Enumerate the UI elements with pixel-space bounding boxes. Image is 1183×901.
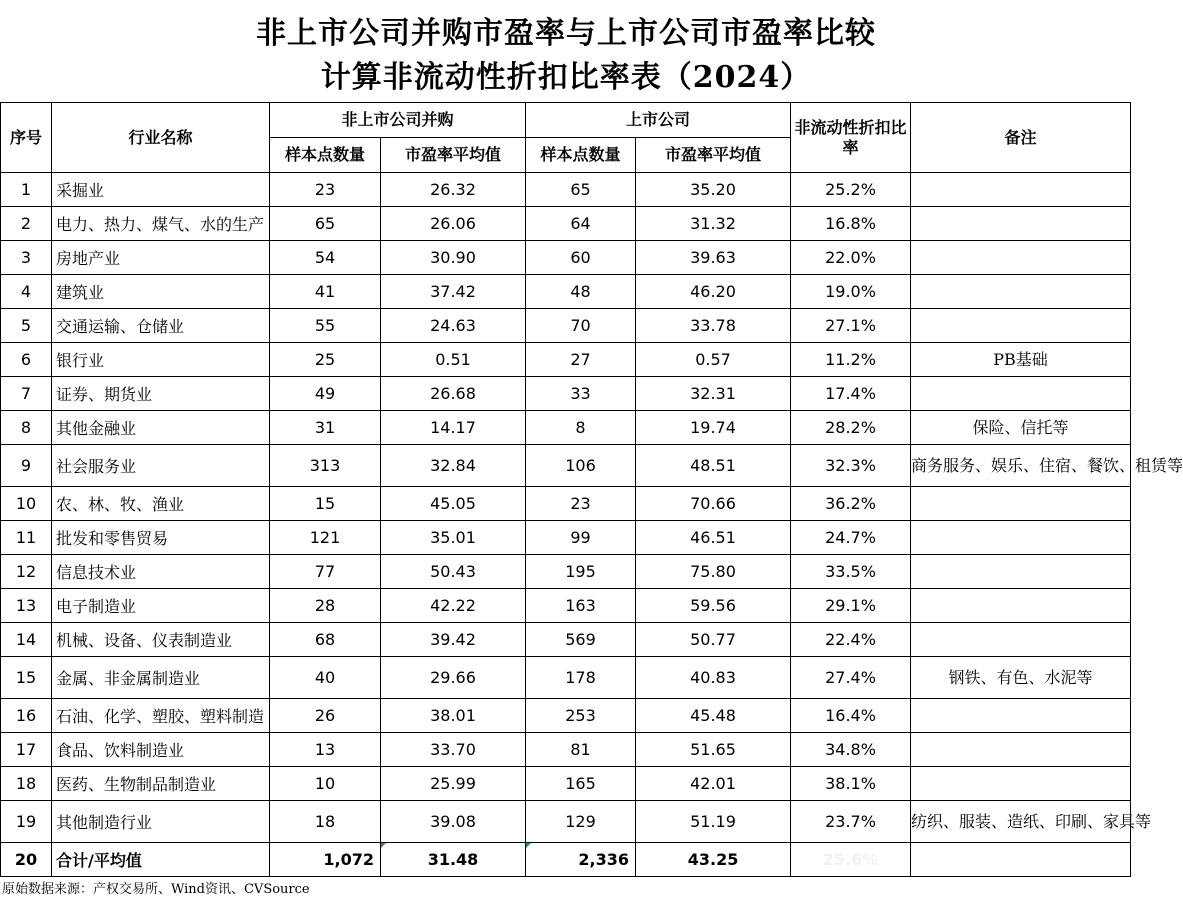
total-index: 20 [1,843,52,877]
industry-name: 其他制造行业 [52,801,270,843]
discount-rate: 34.8% [791,733,911,767]
remark: 钢铁、有色、水泥等 [911,657,1131,699]
unlisted-sample-count: 41 [270,275,381,309]
discount-rate: 27.4% [791,657,911,699]
row-index: 11 [1,521,52,555]
industry-name: 电子制造业 [52,589,270,623]
total-label: 合计/平均值 [52,843,270,877]
row-index: 9 [1,445,52,487]
header-listed-sample-count: 样本点数量 [526,138,636,173]
table-row [1,275,1131,309]
industry-name: 建筑业 [52,275,270,309]
total-unlisted-sample-count: 1,072 [270,843,381,877]
row-index: 19 [1,801,52,843]
row-index: 12 [1,555,52,589]
table-row [1,623,1131,657]
total-unlisted-pe-avg: 31.48 [381,843,526,877]
unlisted-sample-count: 54 [270,241,381,275]
row-index: 14 [1,623,52,657]
remark [911,377,1131,411]
discount-rate: 19.0% [791,275,911,309]
total-listed-pe-avg: 43.25 [636,843,791,877]
unlisted-sample-count: 15 [270,487,381,521]
listed-pe-avg: 70.66 [636,487,791,521]
remark [911,767,1131,801]
remark [911,241,1131,275]
industry-name: 石油、化学、塑胶、塑料制造 [52,699,270,733]
industry-name: 农、林、牧、渔业 [52,487,270,521]
row-index: 3 [1,241,52,275]
unlisted-pe-avg: 24.63 [381,309,526,343]
table-row [1,377,1131,411]
remark [911,487,1131,521]
unlisted-sample-count: 49 [270,377,381,411]
unlisted-pe-avg: 32.84 [381,445,526,487]
remark [911,275,1131,309]
unlisted-pe-avg: 0.51 [381,343,526,377]
industry-name: 信息技术业 [52,555,270,589]
industry-name: 交通运输、仓储业 [52,309,270,343]
listed-pe-avg: 51.65 [636,733,791,767]
header-unlisted-pe-avg: 市盈率平均值 [381,138,526,173]
remark [911,309,1131,343]
table-row [1,343,1131,377]
industry-name: 电力、热力、煤气、水的生产 [52,207,270,241]
discount-rate: 33.5% [791,555,911,589]
industry-name: 社会服务业 [52,445,270,487]
listed-pe-avg: 46.51 [636,521,791,555]
row-index: 17 [1,733,52,767]
industry-name: 房地产业 [52,241,270,275]
total-discount-rate: 25.6% [791,843,911,877]
industry-name: 批发和零售贸易 [52,521,270,555]
row-index: 10 [1,487,52,521]
remark [911,555,1131,589]
listed-sample-count: 81 [526,733,636,767]
unlisted-sample-count: 13 [270,733,381,767]
row-index: 4 [1,275,52,309]
listed-sample-count: 8 [526,411,636,445]
discount-rate: 23.7% [791,801,911,843]
unlisted-pe-avg: 25.99 [381,767,526,801]
row-index: 13 [1,589,52,623]
header-listed-pe-avg: 市盈率平均值 [636,138,791,173]
unlisted-sample-count: 55 [270,309,381,343]
unlisted-pe-avg: 29.66 [381,657,526,699]
discount-rate: 36.2% [791,487,911,521]
unlisted-pe-avg: 14.17 [381,411,526,445]
listed-sample-count: 569 [526,623,636,657]
table-row [1,411,1131,445]
listed-sample-count: 106 [526,445,636,487]
listed-pe-avg: 46.20 [636,275,791,309]
row-index: 8 [1,411,52,445]
discount-rate: 16.8% [791,207,911,241]
unlisted-sample-count: 31 [270,411,381,445]
table-body [1,173,1183,843]
listed-sample-count: 195 [526,555,636,589]
listed-pe-avg: 31.32 [636,207,791,241]
table-row [1,699,1131,733]
row-index: 6 [1,343,52,377]
listed-sample-count: 70 [526,309,636,343]
remark: PB基础 [911,343,1131,377]
table-row [1,767,1131,801]
title-line-1: 非上市公司并购市盈率与上市公司市盈率比较 [256,16,876,51]
unlisted-pe-avg: 26.68 [381,377,526,411]
unlisted-sample-count: 26 [270,699,381,733]
discount-rate: 24.7% [791,521,911,555]
discount-rate: 28.2% [791,411,911,445]
discount-rate: 38.1% [791,767,911,801]
row-index: 1 [1,173,52,207]
listed-pe-avg: 19.74 [636,411,791,445]
industry-name: 银行业 [52,343,270,377]
industry-name: 医药、生物制品制造业 [52,767,270,801]
header-unlisted-sample-count: 样本点数量 [270,138,381,173]
row-index: 15 [1,657,52,699]
table-row [1,487,1131,521]
industry-name: 机械、设备、仪表制造业 [52,623,270,657]
listed-pe-avg: 0.57 [636,343,791,377]
row-index: 18 [1,767,52,801]
remark [911,521,1131,555]
unlisted-sample-count: 23 [270,173,381,207]
table-row [1,657,1131,699]
remark: 纺织、服装、造纸、印刷、家具等 [911,801,1131,843]
discount-rate: 17.4% [791,377,911,411]
unlisted-pe-avg: 37.42 [381,275,526,309]
unlisted-sample-count: 313 [270,445,381,487]
listed-pe-avg: 45.48 [636,699,791,733]
unlisted-pe-avg: 39.42 [381,623,526,657]
listed-pe-avg: 59.56 [636,589,791,623]
table-row [1,309,1131,343]
listed-sample-count: 48 [526,275,636,309]
listed-sample-count: 23 [526,487,636,521]
table-row [1,207,1131,241]
table-row [1,241,1131,275]
listed-pe-avg: 32.31 [636,377,791,411]
table-row [1,555,1131,589]
discount-rate: 32.3% [791,445,911,487]
industry-name: 其他金融业 [52,411,270,445]
unlisted-sample-count: 65 [270,207,381,241]
unlisted-sample-count: 10 [270,767,381,801]
unlisted-pe-avg: 33.70 [381,733,526,767]
listed-sample-count: 64 [526,207,636,241]
listed-pe-avg: 42.01 [636,767,791,801]
industry-name: 证券、期货业 [52,377,270,411]
unlisted-pe-avg: 42.22 [381,589,526,623]
listed-sample-count: 33 [526,377,636,411]
listed-pe-avg: 39.63 [636,241,791,275]
table-row [1,733,1131,767]
total-row [1,843,1131,877]
listed-sample-count: 27 [526,343,636,377]
listed-sample-count: 163 [526,589,636,623]
listed-pe-avg: 51.19 [636,801,791,843]
listed-pe-avg: 50.77 [636,623,791,657]
title-line-2: 计算非流动性折扣比率表（2024） [320,60,812,95]
discount-rate: 25.2% [791,173,911,207]
listed-sample-count: 65 [526,173,636,207]
header-discount-rate: 非流动性折扣比率 [791,103,911,173]
unlisted-pe-avg: 30.90 [381,241,526,275]
remark: 保险、信托等 [911,411,1131,445]
listed-sample-count: 253 [526,699,636,733]
unlisted-sample-count: 121 [270,521,381,555]
industry-name: 食品、饮料制造业 [52,733,270,767]
listed-pe-avg: 35.20 [636,173,791,207]
discount-rate: 27.1% [791,309,911,343]
unlisted-sample-count: 18 [270,801,381,843]
unlisted-pe-avg: 26.32 [381,173,526,207]
listed-sample-count: 165 [526,767,636,801]
remark [911,733,1131,767]
listed-sample-count: 178 [526,657,636,699]
unlisted-pe-avg: 26.06 [381,207,526,241]
industry-name: 金属、非金属制造业 [52,657,270,699]
table-row [1,173,1131,207]
remark: 商务服务、娱乐、住宿、餐饮、租赁等 [911,445,1131,487]
discount-rate: 11.2% [791,343,911,377]
listed-pe-avg: 33.78 [636,309,791,343]
header-index: 序号 [1,103,52,173]
header-remarks: 备注 [911,103,1131,173]
listed-pe-avg: 48.51 [636,445,791,487]
discount-rate: 16.4% [791,699,911,733]
table-row [1,445,1131,487]
table-title [0,0,1132,100]
unlisted-pe-avg: 50.43 [381,555,526,589]
industry-name: 采掘业 [52,173,270,207]
remark [911,699,1131,733]
listed-pe-avg: 40.83 [636,657,791,699]
listed-pe-avg: 75.80 [636,555,791,589]
total-remark [911,843,1131,877]
row-index: 7 [1,377,52,411]
header-listed-group: 上市公司 [526,103,791,138]
discount-rate: 29.1% [791,589,911,623]
unlisted-pe-avg: 45.05 [381,487,526,521]
listed-sample-count: 60 [526,241,636,275]
row-index: 5 [1,309,52,343]
remark [911,623,1131,657]
header-industry: 行业名称 [52,103,270,173]
unlisted-sample-count: 68 [270,623,381,657]
unlisted-pe-avg: 39.08 [381,801,526,843]
pe-discount-table [0,102,1183,877]
total-listed-sample-count: 2,336 [526,843,636,877]
data-source-note: 原始数据来源：产权交易所、Wind资讯、CVSource [2,882,310,897]
row-index: 2 [1,207,52,241]
remark [911,173,1131,207]
discount-rate: 22.0% [791,241,911,275]
table-row [1,589,1131,623]
unlisted-sample-count: 28 [270,589,381,623]
listed-sample-count: 99 [526,521,636,555]
header-unlisted-group: 非上市公司并购 [270,103,526,138]
table-row [1,521,1131,555]
unlisted-pe-avg: 35.01 [381,521,526,555]
unlisted-sample-count: 40 [270,657,381,699]
listed-sample-count: 129 [526,801,636,843]
discount-rate: 22.4% [791,623,911,657]
table-row [1,801,1131,843]
unlisted-sample-count: 77 [270,555,381,589]
remark [911,207,1131,241]
row-index: 16 [1,699,52,733]
unlisted-sample-count: 25 [270,343,381,377]
remark [911,589,1131,623]
unlisted-pe-avg: 38.01 [381,699,526,733]
